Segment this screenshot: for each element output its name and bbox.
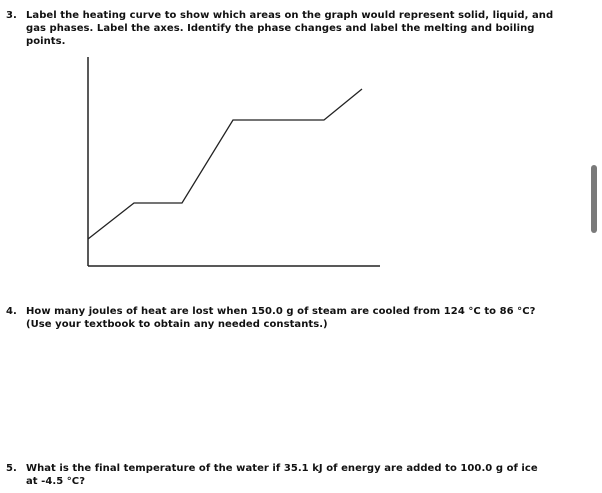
scrollbar-thumb[interactable]: [591, 165, 597, 233]
question-number: 5.: [6, 463, 17, 474]
question-number: 4.: [6, 306, 17, 317]
question-text: [26, 305, 535, 331]
question-text-line: points.: [26, 36, 66, 47]
question-text: [26, 9, 553, 48]
question-text-line: gas phases. Label the axes. Identify the phase changes and label the melting and boiling: [26, 23, 535, 34]
question-text-line: What is the final temperature of the water if 35.1 kJ of energy are added to 100.0 g of ice: [26, 463, 538, 474]
question-text-line: at -4.5 °C?: [26, 476, 86, 487]
question-text-line: How many joules of heat are lost when 150.0 g of steam are cooled from 124 °C to 86 °C?: [26, 306, 536, 317]
heating-curve-line: [88, 89, 362, 239]
question-text: [26, 462, 538, 488]
question-number: 3.: [6, 10, 17, 21]
question-text-line: Label the heating curve to show which areas on the graph would represent solid, liquid, and: [26, 10, 554, 21]
question-text-line: (Use your textbook to obtain any needed constants.): [26, 319, 328, 330]
